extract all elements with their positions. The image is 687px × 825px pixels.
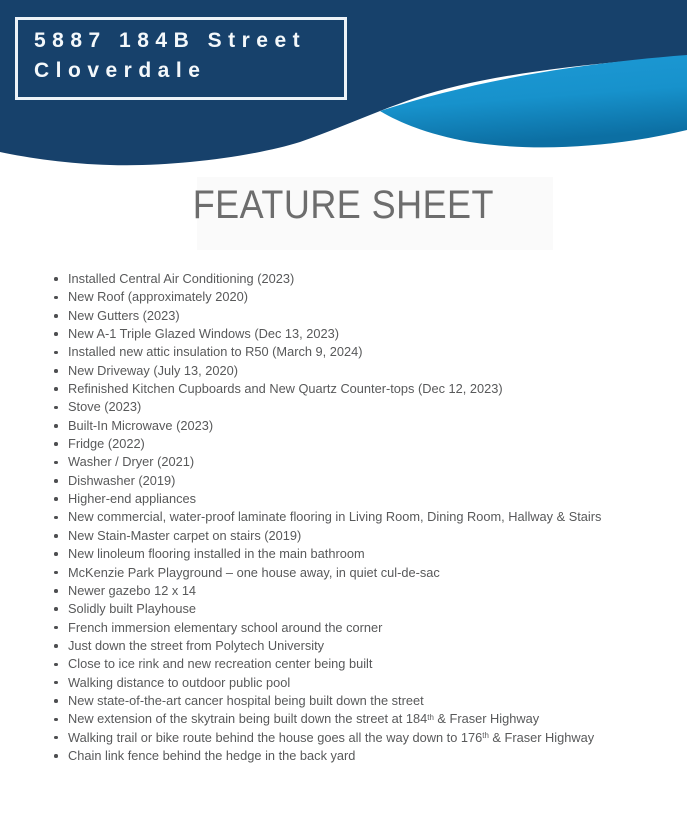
- feature-item: [47, 710, 677, 728]
- feature-item: [47, 362, 677, 380]
- feature-item-text: Higher-end appliances: [68, 491, 197, 507]
- feature-item: [47, 527, 677, 545]
- feature-item: [47, 564, 677, 582]
- feature-item: [47, 472, 677, 490]
- feature-item-text: Stove (2023): [68, 399, 142, 415]
- feature-item: [47, 692, 677, 710]
- feature-item-text: Washer / Dryer (2021): [68, 454, 195, 470]
- feature-item-text: New linoleum flooring installed in the main bathroom: [68, 546, 365, 562]
- feature-item: [47, 729, 677, 747]
- feature-item: [47, 619, 677, 637]
- feature-item-text: Walking distance to outdoor public pool: [68, 674, 291, 690]
- feature-item-text: New Roof (approximately 2020): [68, 289, 248, 305]
- feature-item: [47, 325, 677, 343]
- feature-item-text: McKenzie Park Playground – one house away, in quiet cul-de-sac: [68, 564, 440, 580]
- feature-item: [47, 545, 677, 563]
- feature-item: [47, 270, 677, 288]
- feature-item: [47, 747, 677, 765]
- feature-item: [47, 435, 677, 453]
- feature-item-text: French immersion elementary school around the corner: [68, 619, 383, 635]
- feature-item: [47, 307, 677, 325]
- feature-item-text: Fridge (2022): [68, 436, 145, 452]
- feature-item-text: Just down the street from Polytech University: [68, 637, 325, 653]
- feature-item-text: Newer gazebo 12 x 14: [68, 582, 197, 598]
- feature-item: [47, 343, 677, 361]
- feature-item: [47, 600, 677, 618]
- feature-item-text: Installed new attic insulation to R50 (March 9, 2024): [68, 344, 363, 360]
- page-title: [0, 183, 687, 228]
- feature-item: [47, 490, 677, 508]
- feature-item-text: Installed Central Air Conditioning (2023): [68, 271, 295, 286]
- feature-item-text: New commercial, water-proof laminate flooring in Living Room, Dining Room, Hallway & Stairs: [68, 509, 602, 525]
- feature-item-text: New extension of the skytrain being built down the street at 184th & Fraser Highway: [68, 711, 540, 727]
- feature-item-text: Walking trail or bike route behind the house goes all the way down to 176th & Fraser Highway: [68, 729, 595, 745]
- feature-item-text: Solidly built Playhouse: [68, 601, 197, 617]
- feature-item: [47, 453, 677, 471]
- feature-list: [47, 270, 677, 765]
- feature-item-text: Dishwasher (2019): [68, 472, 176, 488]
- feature-item: [47, 655, 677, 673]
- feature-item-text: Built-In Microwave (2023): [68, 417, 214, 433]
- feature-item-text: New Gutters (2023): [68, 307, 180, 323]
- feature-item-text: Refinished Kitchen Cupboards and New Quartz Counter-tops (Dec 12, 2023): [68, 381, 503, 397]
- address-box: [15, 17, 347, 100]
- feature-item: [47, 417, 677, 435]
- feature-item: [47, 674, 677, 692]
- feature-item-text: New Stain-Master carpet on stairs (2019): [68, 527, 302, 543]
- feature-item: [47, 398, 677, 416]
- page-title-text: FEATURE SHEET: [192, 183, 495, 227]
- feature-item-text: New A-1 Triple Glazed Windows (Dec 13, 2023): [68, 326, 339, 342]
- feature-item: [47, 582, 677, 600]
- feature-item-text: New state-of-the-art cancer hospital being built down the street: [68, 692, 424, 708]
- address-line-1: 5887 184B Street: [34, 29, 307, 52]
- feature-item: [47, 380, 677, 398]
- feature-item: [47, 508, 677, 526]
- address-line-2: Cloverdale: [34, 59, 207, 82]
- feature-item: [47, 637, 677, 655]
- feature-item: [47, 288, 677, 306]
- feature-item-text: Close to ice rink and new recreation center being built: [68, 656, 373, 672]
- feature-item-text: New Driveway (July 13, 2020): [68, 362, 238, 378]
- feature-item-text: Chain link fence behind the hedge in the back yard: [68, 747, 356, 763]
